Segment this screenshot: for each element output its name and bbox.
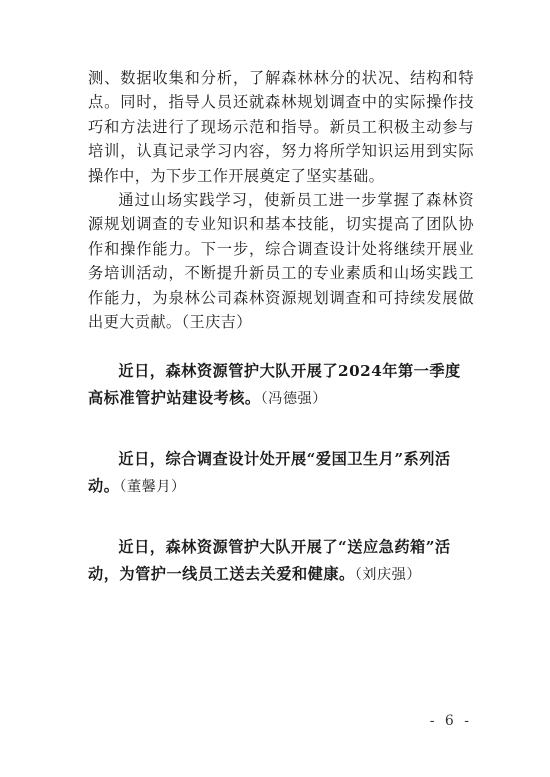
- news-brief-author: （刘庆强）: [354, 567, 422, 584]
- news-brief: [88, 446, 474, 501]
- news-brief-text: 近日，综合调查设计处开展“爱国卫生月”系列活动。: [88, 450, 451, 496]
- article-paragraph-continued: 测、数据收集和分析，了解森林林分的状况、结构和特点。同时，指导人员还就森林规划调查中的实际操作技巧和方法进行了现场示范和指导。新员工积极主动参与培训，认真记录学习内容，努力将所学知识运用到实际操作中，为下步工作开展奠定了坚实基础。: [88, 69, 474, 185]
- page-content: [88, 66, 474, 589]
- news-brief: [88, 534, 474, 589]
- page-number: - 6 -: [429, 713, 472, 729]
- news-brief-text: 近日，森林资源管护大队开展了2024年第一季度高标准管护站建设考核。: [88, 362, 461, 408]
- news-brief-text: 近日，森林资源管护大队开展了“送应急药箱”活动，为管护一线员工送去关爱和健康。: [88, 538, 451, 584]
- news-brief-author: （冯德强）: [260, 391, 327, 408]
- article-paragraph-conclusion: 通过山场实践学习，使新员工进一步掌握了森林资源规划调查的专业知识和基本技能，切实提高了团队协作和操作能力。下一步，综合调查设计处将继续开展业务培训活动，不断提升新员工的专业素质和山场实践工作能力，为泉林公司森林资源规划调查和可持续发展做出更大贡献。（王庆吉）: [88, 191, 474, 332]
- news-brief: [88, 358, 474, 413]
- news-brief-author: （董馨月）: [119, 479, 186, 496]
